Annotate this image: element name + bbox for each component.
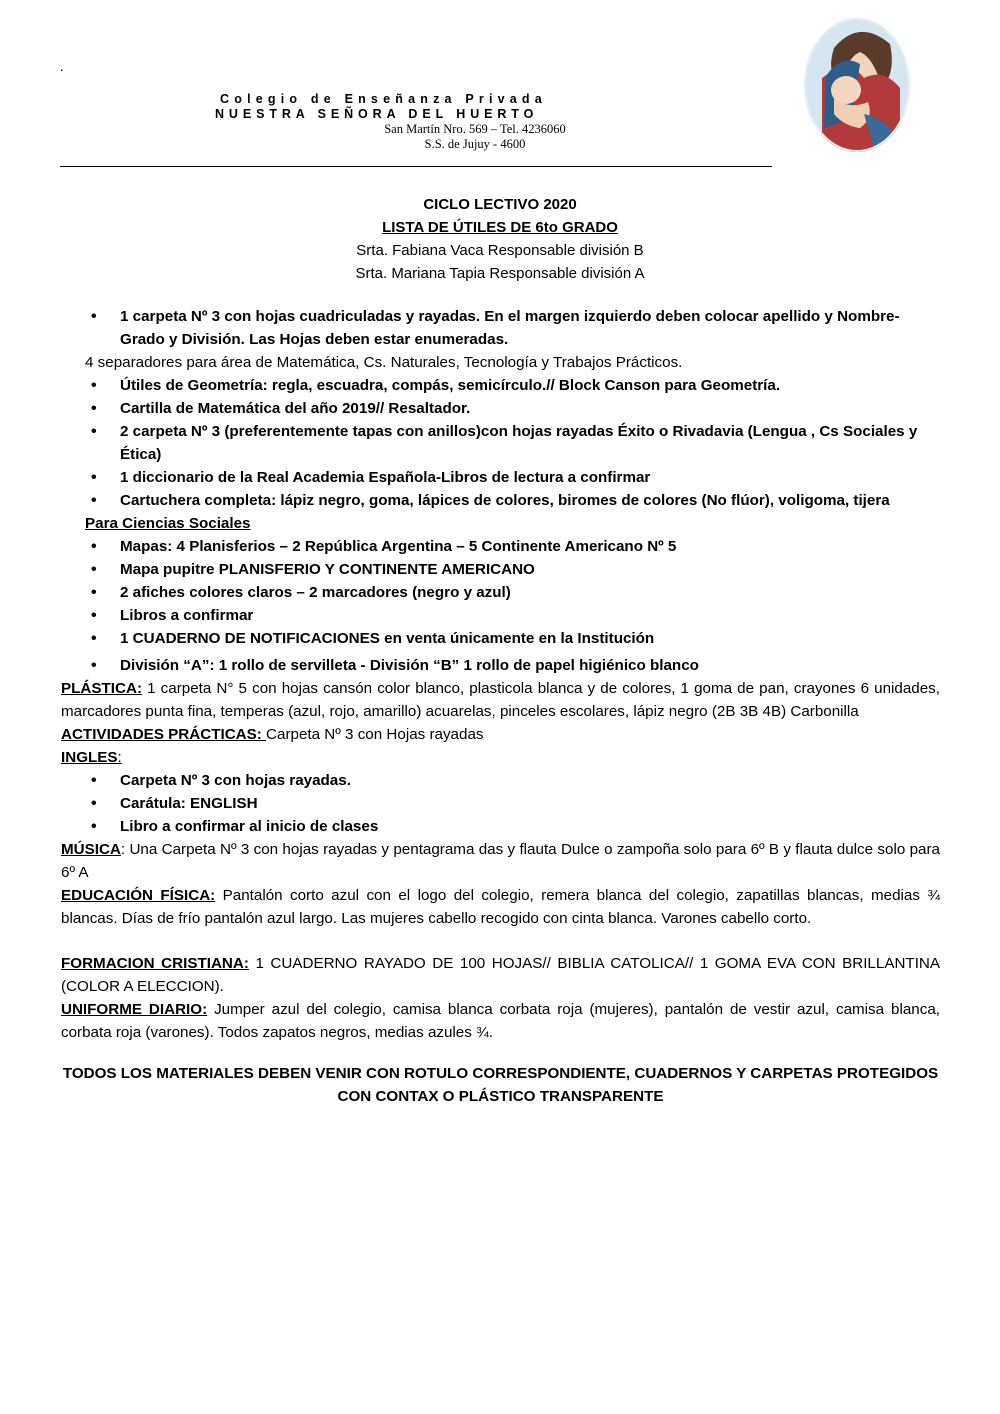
ingles-label: INGLES — [61, 749, 118, 766]
uniforme-label: UNIFORME DIARIO: — [61, 1001, 208, 1018]
school-logo-image — [804, 18, 910, 152]
text-span: 1 — [120, 630, 133, 647]
school-header — [60, 92, 770, 152]
plastica-section — [61, 677, 940, 723]
list-item: • Mapas: 4 Planisferios – 2 República Argentina – 5 Continente Americano Nº 5 — [61, 535, 940, 558]
general-list — [61, 305, 940, 351]
formacion-text: 1 CUADERNO RAYADO DE 100 HOJAS// BIBLIA CATOLICA// 1 GOMA EVA CON BRILLANTINA (COLOR A ELECCION). — [61, 955, 941, 995]
list-item: • 1 diccionario de la Real Academia Española-Libros de lectura a confirmar — [61, 466, 940, 489]
musica-label: MÚSICA — [61, 841, 121, 858]
spacer — [61, 930, 940, 952]
separadores-line: 4 separadores para área de Matemática, Cs. Naturales, Tecnología y Trabajos Prácticos. — [85, 354, 683, 371]
list-item: • 2 carpeta Nº 3 (preferentemente tapas con anillos)con hojas rayadas Éxito o Rivadavia (Lengua , Cs Sociales y Ética) — [61, 420, 940, 466]
edfisica-text: Pantalón corto azul con el logo del colegio, remera blanca del colegio, zapatillas blancas, medias ¾ blancas. Días de frío pantalón azul largo. Las mujeres cabello recogido con cinta blanca. Varones cabello corto. — [61, 887, 941, 927]
school-city-line: S.S. de Jujuy - 4600 — [424, 137, 526, 151]
plastica-text: 1 carpeta N° 5 con hojas cansón color blanco, plasticola blanca y de colores, 1 goma de pan, crayones 6 unidades, marcadores punta fina, temperas (azul, rojo, amarillo) acuarelas, pinceles escolares, lápiz negro (2B 3B 4B) Carbonilla — [61, 680, 940, 720]
sociales-list — [61, 535, 940, 677]
ingles-list — [61, 769, 940, 838]
actividades-text: Carpeta Nº 3 con Hojas rayadas — [266, 726, 484, 743]
list-item: • Cartuchera completa: lápiz negro, goma, lápices de colores, biromes de colores (No flúor), voligoma, tijera — [61, 489, 940, 512]
list-item: • Carátula: ENGLISH — [61, 792, 940, 815]
document-body — [61, 305, 940, 1108]
uniforme-section — [61, 998, 940, 1044]
text-span: en venta únicamente en la Institución — [379, 630, 655, 647]
list-item: • Carpeta Nº 3 con hojas rayadas. — [61, 769, 940, 792]
school-type-line: Colegio de Enseñanza Privada — [220, 92, 547, 106]
list-item: • 1 carpeta Nº 3 con hojas cuadriculadas y rayadas. En el margen izquierdo deben colocar apellido y Nombre- Grado y División. Las Hojas deben estar enumeradas. — [61, 305, 940, 351]
footer-line-1: TODOS LOS MATERIALES DEBEN VENIR CON ROTULO CORRESPONDIENTE, CUADERNOS Y CARPETAS PROTEGIDOS — [62, 1065, 939, 1082]
musica-text: : Una Carpeta Nº 3 con hojas rayadas y pentagrama das y flauta Dulce o zampoña solo para 6º B y flauta dulce solo para 6º A — [61, 841, 940, 881]
footer-line-2: CON CONTAX O PLÁSTICO TRANSPARENTE — [337, 1088, 664, 1105]
ingles-heading — [61, 746, 940, 769]
uniforme-text: Jumper azul del colegio, camisa blanca corbata roja (mujeres), pantalón de vestir azul, camisa blanca, corbata roja (varones). Todos zapatos negros, medias azules ¾. — [61, 1001, 940, 1041]
lista-title: LISTA DE ÚTILES DE 6to GRADO — [382, 219, 618, 236]
document-titles — [0, 193, 1000, 285]
responsable-b: Srta. Fabiana Vaca Responsable división B — [356, 242, 644, 259]
virgin-and-child-illustration — [804, 18, 910, 152]
actividades-label: ACTIVIDADES PRÁCTICAS: — [61, 726, 267, 743]
list-item: • Mapa pupitre PLANISFERIO Y CONTINENTE AMERICANO — [61, 558, 940, 581]
sociales-heading: Para Ciencias Sociales — [85, 515, 251, 532]
ingles-colon: : — [117, 749, 122, 766]
school-address-line: San Martín Nro. 569 – Tel. 4236060 — [384, 122, 566, 136]
list-item: • 2 afiches colores claros – 2 marcadores (negro y azul) — [61, 581, 940, 604]
top-mark: . — [60, 60, 64, 75]
header-divider — [60, 166, 772, 167]
list-item: • Cartilla de Matemática del año 2019// Resaltador. — [61, 397, 940, 420]
formacion-label: FORMACION CRISTIANA: — [61, 955, 249, 972]
edfisica-label: EDUCACIÓN FÍSICA: — [61, 887, 216, 904]
formacion-section — [61, 952, 940, 998]
edfisica-section — [61, 884, 940, 930]
responsable-a: Srta. Mariana Tapia Responsable división A — [355, 265, 645, 282]
general-list-2 — [61, 374, 940, 512]
list-item: • Libro a confirmar al inicio de clases — [61, 815, 940, 838]
school-name-line: NUESTRA SEÑORA DEL HUERTO — [215, 107, 539, 121]
footer-notice — [61, 1062, 940, 1108]
plastica-label: PLÁSTICA: — [61, 680, 142, 697]
list-item — [61, 627, 940, 650]
actividades-section — [61, 723, 940, 746]
list-item: • División “A”: 1 rollo de servilleta - División “B” 1 rollo de papel higiénico blanco — [61, 654, 940, 677]
musica-section — [61, 838, 940, 884]
cuaderno-notificaciones: CUADERNO DE NOTIFICACIONES — [132, 630, 380, 647]
list-item: • Libros a confirmar — [61, 604, 940, 627]
ciclo-title: CICLO LECTIVO 2020 — [423, 196, 577, 213]
list-item: • Útiles de Geometría: regla, escuadra, compás, semicírculo.// Block Canson para Geometría. — [61, 374, 940, 397]
